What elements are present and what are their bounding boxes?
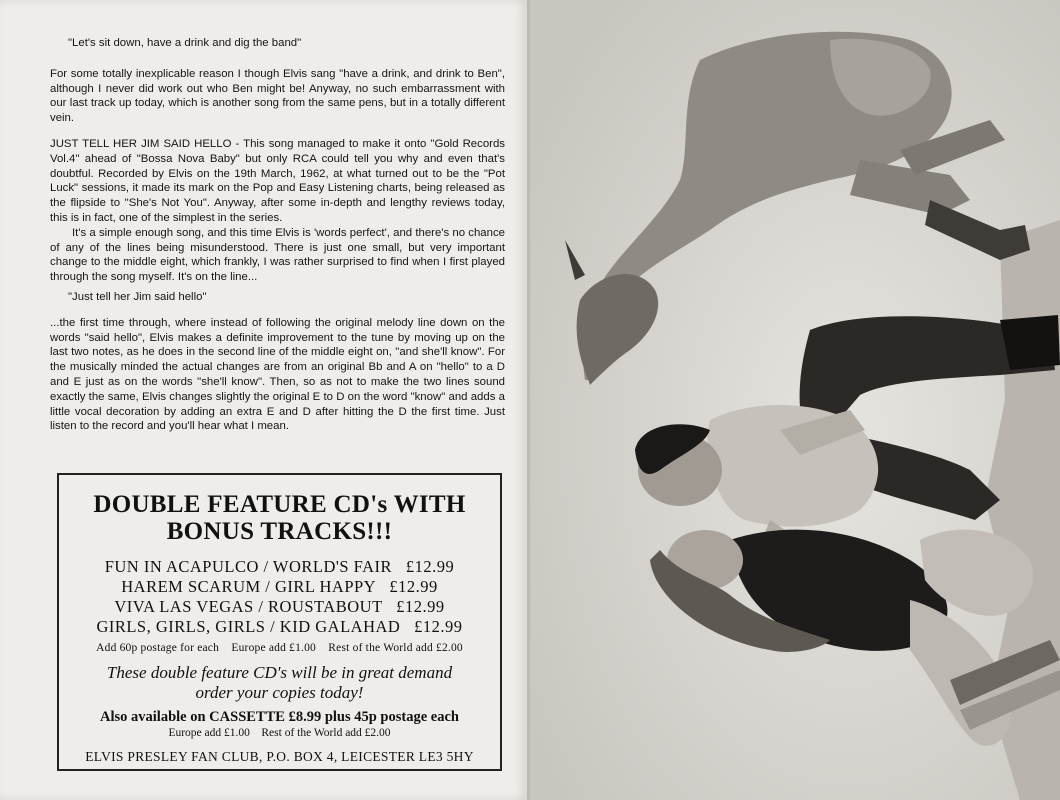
photo-illustration <box>530 0 1060 800</box>
article-paragraph-4: ...the first time through, where instead of following the original melody line down on the words "said hello", Elvis makes a definite improvement to the tune by moving up on the last two notes, as he does in the second line of the middle eight on, "and she'll know". For the musically minded the actual changes are from an original Bb and A on "hello" to a D and E just as on the words "she'll know". Then, so as not to make the two lines sound exactly the same, Elvis changes slightly the original E to D on the word "know" and adds a little vocal decoration by adding an extra E and D after hitting the D the first time. Just listen to the record and you'll hear what I mean. <box>50 316 505 433</box>
advert-product-item: FUN IN ACAPULCO / WORLD'S FAIR £12.99 <box>104 557 455 576</box>
article-text <box>50 36 505 434</box>
cd-advert <box>57 473 502 771</box>
advert-postage-note: Add 60p postage for each Europe add £1.00 Rest of the World add £2.00 <box>96 642 463 654</box>
advert-demand-line-1: These double feature CD's will be in great demand <box>106 663 453 682</box>
advert-address: ELVIS PRESLEY FAN CLUB, P.O. BOX 4, LEICESTER LE3 5HY <box>85 749 474 764</box>
advert-cassette-offer: Also available on CASSETTE £8.99 plus 45p postage each <box>100 709 459 725</box>
lyric-quote-2: "Just tell her Jim said hello" <box>68 290 207 303</box>
left-page <box>0 0 528 800</box>
right-page <box>530 0 1060 800</box>
article-paragraph-3: It's a simple enough song, and this time Elvis is 'words perfect', and there's no chance of any of the lines being misunderstood. There is just one small, but very important change to the middle eight, which frankly, I was rather surprised to find when I first played through the song myself. It's on the line... <box>50 226 505 284</box>
lyric-quote-1: "Let's sit down, have a drink and dig the band" <box>68 37 302 49</box>
elvis-photo <box>530 0 1060 800</box>
advert-product-item: VIVA LAS VEGAS / ROUSTABOUT £12.99 <box>114 597 445 616</box>
advert-title-line-2: BONUS TRACKS!!! <box>166 518 393 545</box>
article-paragraph-1: For some totally inexplicable reason I though Elvis sang "have a drink, and drink to Ben", although I never did work out who Ben might be! Anyway, no such embarrassment with our last track up today, which is another song from the same pens, but in a totally different vein. <box>50 67 505 125</box>
advert-product-list <box>59 557 500 637</box>
advert-product-item: GIRLS, GIRLS, GIRLS / KID GALAHAD £12.99 <box>96 617 463 636</box>
advert-product-item: HAREM SCARUM / GIRL HAPPY £12.99 <box>121 577 438 596</box>
advert-cassette-postage: Europe add £1.00 Rest of the World add £2.00 <box>168 727 391 739</box>
article-paragraph-2: JUST TELL HER JIM SAID HELLO - This song managed to make it onto "Gold Records Vol.4" ahead of "Bossa Nova Baby" but only RCA could tell you why and even that's doubtful. Recorded by Elvis on the 19th March, 1962, at what turned out to be the "Pot Luck" sessions, it made its mark on the Pop and Easy Listening charts, being released as the flipside to "She's Not You". Anyway, after some in-depth and lengthy reviews today, this is in fact, one of the simplest in the series. <box>50 137 505 224</box>
advert-title-line-1: DOUBLE FEATURE CD's WITH <box>93 491 466 518</box>
advert-demand-line-2: order your copies today! <box>195 683 364 702</box>
advert-demand-text <box>59 663 500 703</box>
advert-title <box>59 491 500 545</box>
